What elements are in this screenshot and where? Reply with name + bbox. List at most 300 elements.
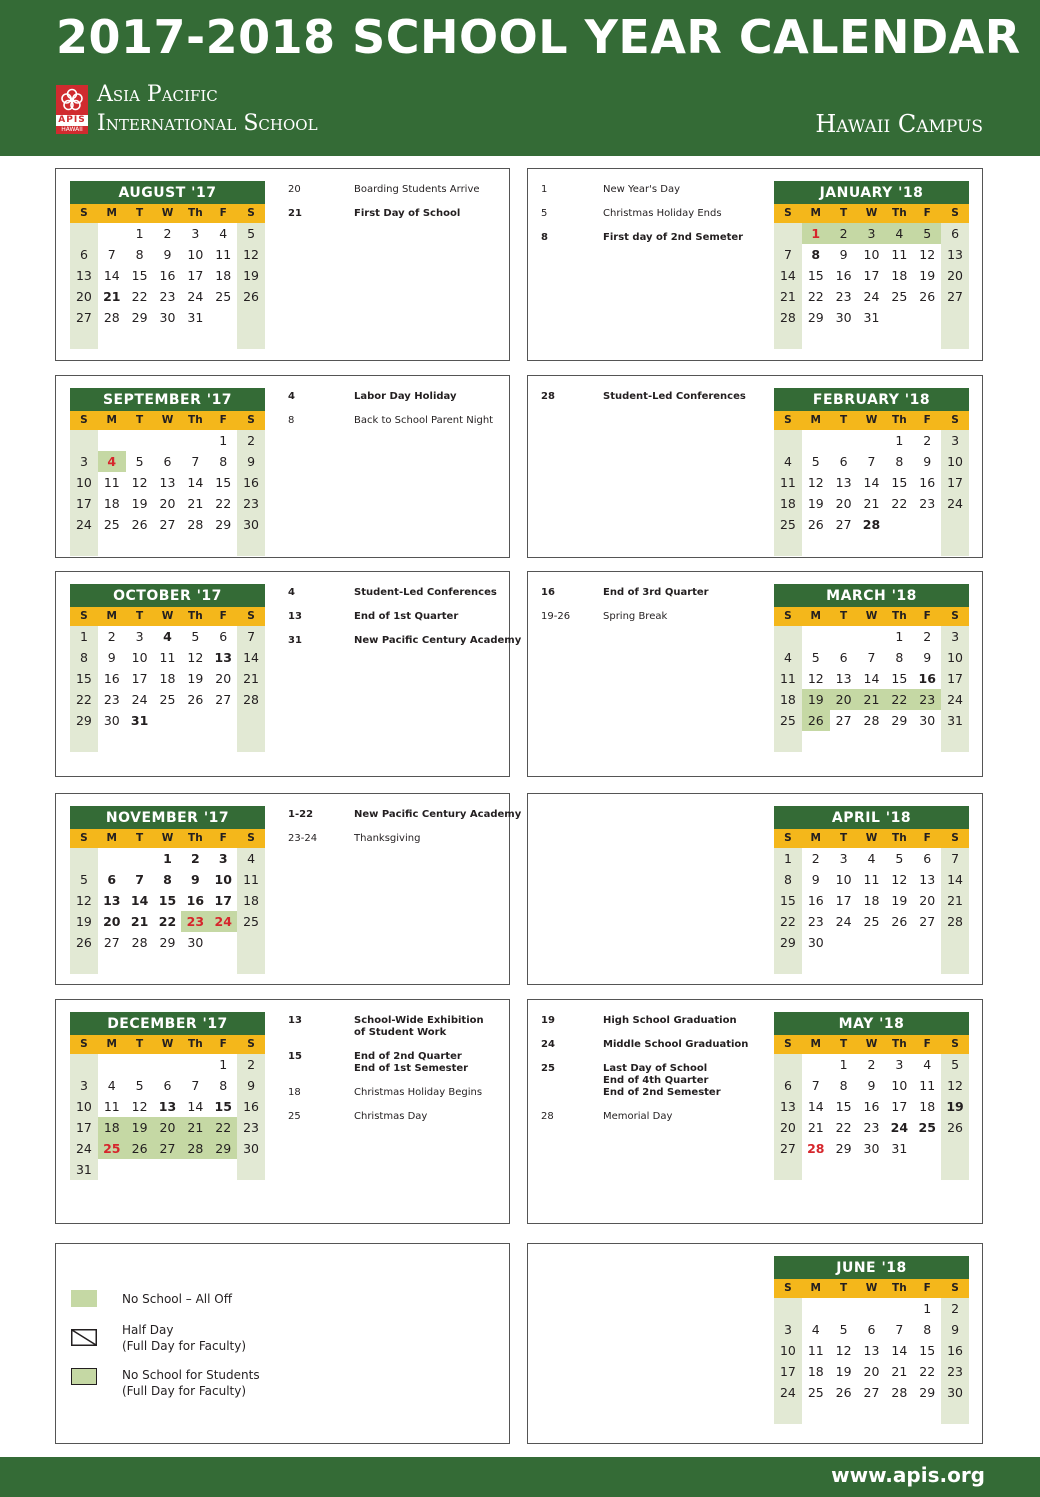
weekday-label: S xyxy=(80,414,88,426)
day-cell: 25 xyxy=(237,911,265,932)
empty-cell xyxy=(237,731,265,752)
month-title: SEPTEMBER '17 xyxy=(70,388,265,411)
event-title: Last Day of School End of 4th Quarter End of 2nd Semester xyxy=(603,1063,721,1098)
empty-cell xyxy=(98,535,126,556)
weekday-label: F xyxy=(923,1282,931,1294)
day-cell: 16 xyxy=(159,268,176,283)
day-cell: 17 xyxy=(941,472,969,493)
day-cell: 27 xyxy=(774,1138,802,1159)
day-cell: 17 xyxy=(863,268,880,283)
event-title: New Pacific Century Academy xyxy=(354,635,522,646)
empty-cell xyxy=(209,307,237,328)
day-cell: 14 xyxy=(891,1343,908,1358)
empty-cell xyxy=(858,1159,886,1180)
day-cell: 7 xyxy=(895,1322,904,1337)
day-cell: 15 xyxy=(891,475,908,490)
weekday-label: M xyxy=(106,207,117,219)
day-cell: 31 xyxy=(863,310,880,325)
day-cell: 20 xyxy=(154,1117,182,1138)
day-cell: 30 xyxy=(941,1382,969,1403)
day-cell: 11 xyxy=(237,869,265,890)
empty-cell xyxy=(126,1159,154,1180)
day-cell: 1 xyxy=(895,433,904,448)
day-cell: 22 xyxy=(70,689,98,710)
empty-cell xyxy=(181,535,209,556)
weekday-label: T xyxy=(136,1038,144,1050)
day-cell: 10 xyxy=(835,872,852,887)
weekday-label: S xyxy=(784,1038,792,1050)
day-cell: 7 xyxy=(191,1078,200,1093)
day-cell: 10 xyxy=(891,1078,908,1093)
empty-cell xyxy=(802,1403,830,1424)
day-cell: 21 xyxy=(130,914,149,929)
weekday-label: T xyxy=(136,610,144,622)
day-cell: 27 xyxy=(919,914,936,929)
day-cell: 9 xyxy=(811,872,820,887)
event-date: 21 xyxy=(288,208,302,219)
day-cell: 7 xyxy=(811,1078,820,1093)
weekday-label: F xyxy=(219,610,227,622)
weekday-header xyxy=(70,829,265,848)
day-cell: 3 xyxy=(774,1319,802,1340)
day-cell: 10 xyxy=(863,247,880,262)
day-cell: 22 xyxy=(891,496,908,511)
weekday-label: Th xyxy=(188,832,203,844)
weekday-label: F xyxy=(923,207,931,219)
day-cell: 14 xyxy=(237,647,265,668)
day-cell: 5 xyxy=(70,869,98,890)
month-calendar xyxy=(774,1012,969,1180)
day-cell: 8 xyxy=(219,454,228,469)
empty-cell xyxy=(154,710,182,731)
empty-cell xyxy=(237,535,265,556)
empty-cell xyxy=(885,1159,913,1180)
day-cell: 24 xyxy=(890,1120,909,1135)
day-cell: 23 xyxy=(159,289,176,304)
weekday-label: F xyxy=(219,414,227,426)
empty-cell xyxy=(237,307,265,328)
day-cell: 8 xyxy=(895,454,904,469)
day-cell: 9 xyxy=(107,650,116,665)
day-cell: 18 xyxy=(103,496,120,511)
empty-cell xyxy=(774,1054,802,1075)
event-title: New Pacific Century Academy xyxy=(354,809,522,820)
day-cell: 12 xyxy=(187,650,204,665)
weekday-label: Th xyxy=(892,1282,907,1294)
day-cell: 24 xyxy=(209,911,237,932)
day-grid xyxy=(70,430,265,556)
day-cell: 26 xyxy=(807,517,824,532)
weekday-header xyxy=(70,204,265,223)
event-title: Memorial Day xyxy=(603,1111,673,1122)
event-title: End of 3rd Quarter xyxy=(603,587,709,598)
weekday-label: T xyxy=(840,610,848,622)
empty-cell xyxy=(98,328,126,349)
empty-cell xyxy=(941,307,969,328)
weekday-label: W xyxy=(865,207,878,219)
day-cell: 27 xyxy=(835,713,852,728)
day-cell: 29 xyxy=(891,713,908,728)
weekday-label: S xyxy=(80,207,88,219)
day-cell: 28 xyxy=(807,1141,825,1156)
weekday-label: W xyxy=(865,832,878,844)
weekday-label: S xyxy=(247,414,255,426)
legend-label-no-students: No School for Students (Full Day for Faculty) xyxy=(122,1368,260,1398)
day-cell: 22 xyxy=(158,914,177,929)
day-cell: 2 xyxy=(107,629,116,644)
day-cell: 5 xyxy=(191,629,200,644)
day-cell: 8 xyxy=(219,1078,228,1093)
event-date: 8 xyxy=(541,232,548,243)
month-title: APRIL '18 xyxy=(774,806,969,829)
day-cell: 6 xyxy=(163,1078,172,1093)
day-cell: 1 xyxy=(895,629,904,644)
day-cell: 23 xyxy=(807,914,824,929)
day-cell: 11 xyxy=(891,247,908,262)
month-calendar xyxy=(70,388,265,556)
campus-name: Hawaii Campus xyxy=(815,110,983,138)
empty-cell xyxy=(830,430,858,451)
day-cell: 20 xyxy=(215,671,232,686)
event-title: New Year's Day xyxy=(603,184,681,195)
empty-cell xyxy=(830,932,858,953)
day-cell: 26 xyxy=(835,1385,852,1400)
day-cell: 28 xyxy=(862,517,881,532)
empty-cell xyxy=(126,1054,154,1075)
day-cell: 7 xyxy=(135,872,144,887)
day-cell: 21 xyxy=(103,289,121,304)
day-cell: 25 xyxy=(103,517,120,532)
day-cell: 12 xyxy=(941,1075,969,1096)
event-title: Student-Led Conferences xyxy=(354,587,497,598)
empty-cell xyxy=(885,328,913,349)
empty-cell xyxy=(774,626,802,647)
legend-label-half-day: Half Day (Full Day for Faculty) xyxy=(122,1323,247,1353)
day-cell: 4 xyxy=(811,1322,820,1337)
empty-cell xyxy=(181,328,209,349)
weekday-label: S xyxy=(951,832,959,844)
day-cell: 2 xyxy=(830,223,858,244)
empty-cell xyxy=(774,953,802,974)
day-cell: 1 xyxy=(163,851,172,866)
day-cell: 21 xyxy=(187,496,204,511)
day-cell: 17 xyxy=(774,1361,802,1382)
day-grid xyxy=(70,223,265,349)
day-grid xyxy=(774,626,969,752)
empty-cell xyxy=(98,848,126,869)
empty-cell xyxy=(98,1054,126,1075)
weekday-header xyxy=(774,829,969,848)
day-cell: 20 xyxy=(159,496,176,511)
empty-cell xyxy=(913,328,941,349)
empty-cell xyxy=(774,1159,802,1180)
day-cell: 20 xyxy=(863,1364,880,1379)
weekday-label: S xyxy=(951,207,959,219)
empty-cell xyxy=(858,1298,886,1319)
weekday-label: M xyxy=(810,832,821,844)
empty-cell xyxy=(885,932,913,953)
empty-cell xyxy=(941,1159,969,1180)
day-cell: 20 xyxy=(70,286,98,307)
day-cell: 15 xyxy=(774,890,802,911)
school-logo xyxy=(56,85,88,134)
legend-label-no-school: No School – All Off xyxy=(122,1292,233,1306)
weekday-label: S xyxy=(80,1038,88,1050)
day-cell: 9 xyxy=(163,247,172,262)
event-date: 19-26 xyxy=(541,611,571,622)
day-cell: 26 xyxy=(187,692,204,707)
weekday-label: S xyxy=(951,1282,959,1294)
day-cell: 28 xyxy=(131,935,148,950)
day-cell: 13 xyxy=(214,650,232,665)
event-date: 25 xyxy=(288,1111,301,1122)
day-cell: 6 xyxy=(70,244,98,265)
empty-cell xyxy=(98,223,126,244)
empty-cell xyxy=(70,535,98,556)
day-cell: 3 xyxy=(941,626,969,647)
event-date: 16 xyxy=(541,587,555,598)
empty-cell xyxy=(885,1403,913,1424)
empty-cell xyxy=(802,328,830,349)
empty-cell xyxy=(830,1403,858,1424)
day-cell: 18 xyxy=(237,890,265,911)
day-cell: 16 xyxy=(103,671,120,686)
event-date: 13 xyxy=(288,1015,302,1026)
day-cell: 15 xyxy=(891,671,908,686)
day-cell: 14 xyxy=(187,1099,204,1114)
event-title: First day of 2nd Semeter xyxy=(603,232,744,243)
empty-cell xyxy=(181,710,209,731)
event-title: Christmas Holiday Ends xyxy=(603,208,722,219)
empty-cell xyxy=(154,731,182,752)
empty-cell xyxy=(941,953,969,974)
day-cell: 3 xyxy=(70,1075,98,1096)
day-cell: 31 xyxy=(891,1141,908,1156)
empty-cell xyxy=(181,1054,209,1075)
day-cell: 29 xyxy=(215,517,232,532)
empty-cell xyxy=(858,430,886,451)
weekday-label: Th xyxy=(892,832,907,844)
day-cell: 29 xyxy=(835,1141,852,1156)
empty-cell xyxy=(885,953,913,974)
weekday-label: Th xyxy=(188,414,203,426)
month-calendar xyxy=(70,181,265,349)
day-cell: 18 xyxy=(215,268,232,283)
day-cell: 12 xyxy=(807,475,824,490)
day-cell: 18 xyxy=(98,1117,126,1138)
empty-cell xyxy=(154,430,182,451)
empty-cell xyxy=(885,307,913,328)
month-title: FEBRUARY '18 xyxy=(774,388,969,411)
day-cell: 5 xyxy=(135,1078,144,1093)
website-link[interactable]: www.apis.org xyxy=(831,1463,985,1487)
month-calendar xyxy=(70,1012,265,1180)
logo-subtext: HAWAII xyxy=(56,126,88,134)
empty-cell xyxy=(154,328,182,349)
day-cell: 28 xyxy=(181,1138,209,1159)
day-cell: 16 xyxy=(237,1096,265,1117)
weekday-label: M xyxy=(106,1038,117,1050)
day-cell: 11 xyxy=(215,247,232,262)
weekday-label: F xyxy=(923,832,931,844)
day-cell: 26 xyxy=(891,914,908,929)
day-cell: 30 xyxy=(863,1141,880,1156)
day-cell: 1 xyxy=(923,1301,932,1316)
day-cell: 23 xyxy=(237,493,265,514)
day-cell: 27 xyxy=(154,1138,182,1159)
day-cell: 9 xyxy=(191,872,200,887)
day-cell: 1 xyxy=(839,1057,848,1072)
day-cell: 22 xyxy=(774,911,802,932)
empty-cell xyxy=(209,535,237,556)
empty-cell xyxy=(941,731,969,752)
empty-cell xyxy=(98,1159,126,1180)
weekday-label: W xyxy=(865,414,878,426)
empty-cell xyxy=(209,328,237,349)
day-cell: 5 xyxy=(913,223,941,244)
empty-cell xyxy=(126,731,154,752)
legend-swatch-no-students xyxy=(71,1368,97,1385)
weekday-label: S xyxy=(951,414,959,426)
day-cell: 30 xyxy=(919,713,936,728)
day-cell: 30 xyxy=(835,310,852,325)
weekday-label: W xyxy=(865,1282,878,1294)
weekday-label: Th xyxy=(188,610,203,622)
weekday-label: T xyxy=(840,207,848,219)
event-date: 24 xyxy=(541,1039,555,1050)
day-cell: 27 xyxy=(103,935,120,950)
day-cell: 18 xyxy=(774,689,802,710)
weekday-label: S xyxy=(80,832,88,844)
day-cell: 20 xyxy=(774,1117,802,1138)
day-cell: 17 xyxy=(70,1117,98,1138)
day-cell: 23 xyxy=(181,911,209,932)
empty-cell xyxy=(830,535,858,556)
page-title: 2017-2018 SCHOOL YEAR CALENDAR xyxy=(56,10,1021,64)
weekday-label: M xyxy=(810,414,821,426)
weekday-label: F xyxy=(923,610,931,622)
day-cell: 27 xyxy=(215,692,232,707)
weekday-label: W xyxy=(161,207,174,219)
day-cell: 31 xyxy=(941,710,969,731)
empty-cell xyxy=(126,328,154,349)
day-cell: 4 xyxy=(107,1078,116,1093)
empty-cell xyxy=(913,535,941,556)
day-cell: 11 xyxy=(919,1078,936,1093)
day-cell: 29 xyxy=(131,310,148,325)
day-cell: 6 xyxy=(219,629,228,644)
day-cell: 20 xyxy=(830,689,858,710)
event-title: School-Wide Exhibition of Student Work xyxy=(354,1015,484,1038)
day-cell: 3 xyxy=(191,226,200,241)
empty-cell xyxy=(209,953,237,974)
day-cell: 25 xyxy=(215,289,232,304)
day-cell: 21 xyxy=(237,668,265,689)
day-cell: 2 xyxy=(237,1054,265,1075)
day-cell: 23 xyxy=(835,289,852,304)
day-cell: 17 xyxy=(891,1099,908,1114)
day-cell: 23 xyxy=(913,689,941,710)
weekday-label: S xyxy=(247,610,255,622)
day-cell: 3 xyxy=(895,1057,904,1072)
event-date: 4 xyxy=(288,391,295,402)
event-title: First Day of School xyxy=(354,208,461,219)
weekday-label: T xyxy=(840,832,848,844)
day-cell: 28 xyxy=(237,689,265,710)
day-cell: 5 xyxy=(135,454,144,469)
day-cell: 30 xyxy=(159,310,176,325)
empty-cell xyxy=(913,1138,941,1159)
day-cell: 12 xyxy=(807,671,824,686)
day-cell: 19 xyxy=(891,893,908,908)
month-calendar xyxy=(774,181,969,349)
day-cell: 14 xyxy=(807,1099,824,1114)
day-cell: 8 xyxy=(135,247,144,262)
day-cell: 29 xyxy=(159,935,176,950)
day-cell: 6 xyxy=(941,223,969,244)
day-cell: 27 xyxy=(941,286,969,307)
day-cell: 24 xyxy=(131,692,148,707)
event-title: Spring Break xyxy=(603,611,668,622)
event-title: Back to School Parent Night xyxy=(354,415,494,426)
day-cell: 20 xyxy=(941,265,969,286)
day-cell: 26 xyxy=(237,286,265,307)
empty-cell xyxy=(802,1054,830,1075)
day-cell: 6 xyxy=(774,1075,802,1096)
empty-cell xyxy=(154,535,182,556)
day-cell: 21 xyxy=(941,890,969,911)
day-cell: 19 xyxy=(807,496,824,511)
month-calendar xyxy=(774,388,969,556)
day-cell: 23 xyxy=(941,1361,969,1382)
weekday-label: F xyxy=(219,1038,227,1050)
day-cell: 27 xyxy=(863,1385,880,1400)
empty-cell xyxy=(830,731,858,752)
day-cell: 28 xyxy=(941,911,969,932)
day-cell: 18 xyxy=(159,671,176,686)
day-cell: 16 xyxy=(835,268,852,283)
day-cell: 22 xyxy=(885,689,913,710)
day-cell: 19 xyxy=(237,265,265,286)
day-cell: 10 xyxy=(774,1340,802,1361)
empty-cell xyxy=(98,430,126,451)
day-cell: 11 xyxy=(774,472,802,493)
weekday-label: T xyxy=(840,1282,848,1294)
logo-text: APIS xyxy=(56,115,88,126)
day-cell: 16 xyxy=(807,893,824,908)
empty-cell xyxy=(830,328,858,349)
weekday-label: F xyxy=(219,207,227,219)
day-cell: 4 xyxy=(219,226,228,241)
empty-cell xyxy=(154,1159,182,1180)
day-cell: 16 xyxy=(237,472,265,493)
weekday-label: S xyxy=(247,207,255,219)
weekday-label: S xyxy=(784,1282,792,1294)
day-cell: 11 xyxy=(807,1343,824,1358)
empty-cell xyxy=(885,514,913,535)
weekday-label: M xyxy=(810,1282,821,1294)
day-cell: 10 xyxy=(214,872,232,887)
empty-cell xyxy=(209,932,237,953)
weekday-label: S xyxy=(951,1038,959,1050)
event-title: Labor Day Holiday xyxy=(354,391,457,402)
event-title: Thanksgiving xyxy=(354,833,421,844)
empty-cell xyxy=(774,731,802,752)
day-cell: 17 xyxy=(70,493,98,514)
day-cell: 14 xyxy=(863,671,880,686)
day-cell: 13 xyxy=(835,475,852,490)
month-title: JANUARY '18 xyxy=(774,181,969,204)
